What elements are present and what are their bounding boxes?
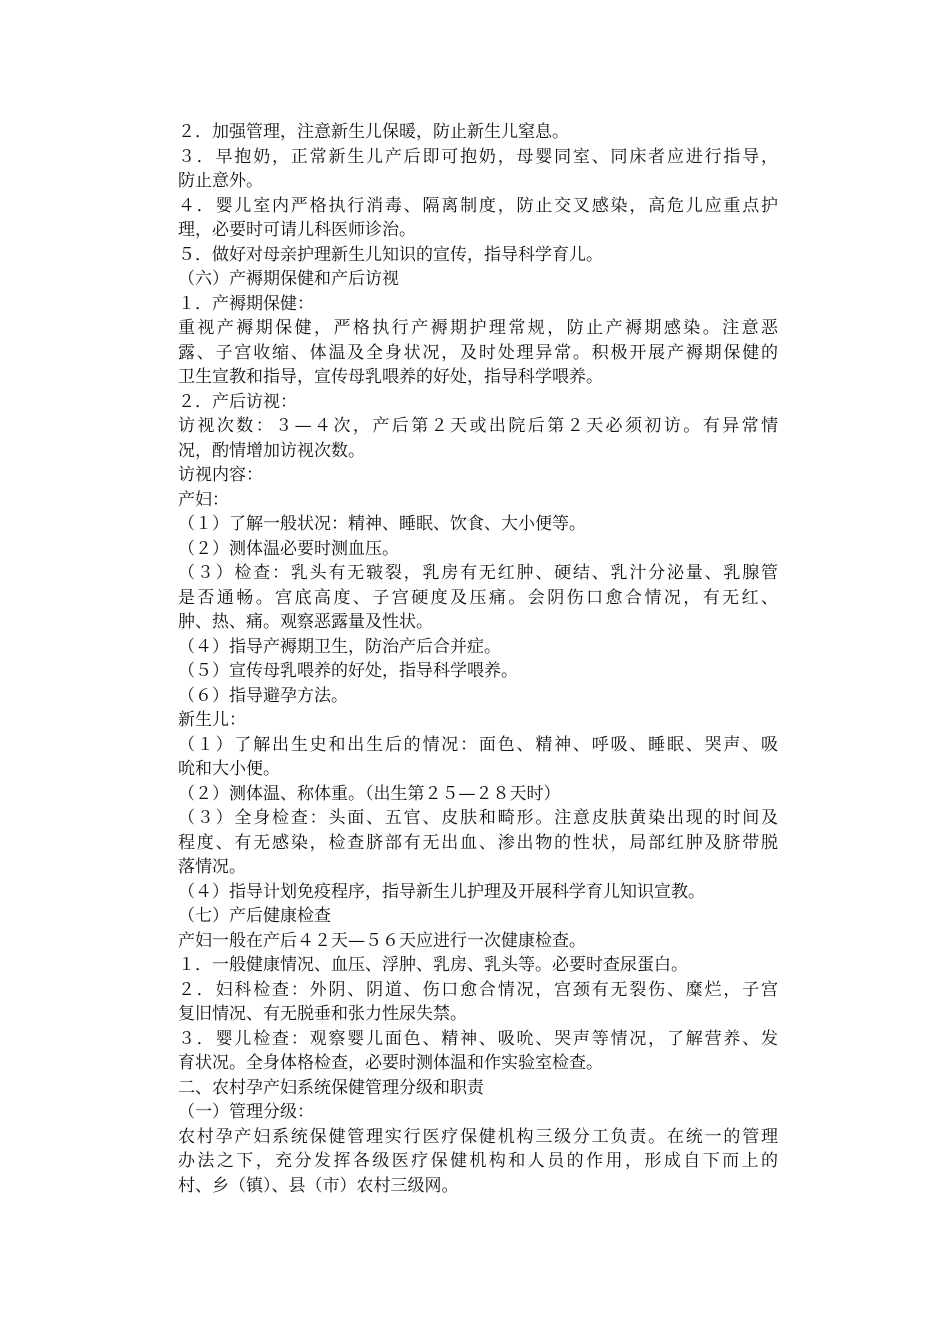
text-line: 新生儿： [178,710,246,730]
text-line: ３．婴儿检查：观察婴儿面色、精神、吸吮、哭声等情况，了解营养、发 [178,1028,778,1049]
document-body [178,120,778,1198]
text-line: 村、乡（镇）、县（市）农村三级网。 [178,1175,459,1196]
text-line: （５）宣传母乳喂养的好处，指导科学喂养。 [178,661,518,681]
text-line: 是否通畅。宫底高度、子宫硬度及压痛。会阴伤口愈合情况，有无红、 [178,587,778,608]
text-line: 理，必要时可请儿科医师诊治。 [178,220,416,240]
text-line: 重视产褥期保健，严格执行产褥期护理常规，防止产褥期感染。注意恶 [178,318,778,338]
text-line: 吮和大小便。 [178,759,280,779]
text-line: 卫生宣教和指导，宣传母乳喂养的好处，指导科学喂养。 [178,367,603,387]
text-line: （４）指导产褥期卫生，防治产后合并症。 [178,636,501,657]
text-line: ２．妇科检查：外阴、阴道、伤口愈合情况，宫颈有无裂伤、糜烂，子宫 [178,979,778,1000]
text-line: 程度、有无感染，检查脐部有无出血、渗出物的性状，局部红肿及脐带脱 [178,832,778,853]
text-line: （１）了解出生史和出生后的情况：面色、精神、呼吸、睡眠、哭声、吸 [178,734,778,755]
text-line: ３．早抱奶，正常新生儿产后即可抱奶，母婴同室、同床者应进行指导， [178,146,778,167]
text-line: １．产褥期保健： [178,293,314,314]
text-line: 况，酌情增加访视次数。 [178,440,365,461]
text-line: １．一般健康情况、血压、浮肿、乳房、乳头等。必要时查尿蛋白。 [178,955,688,975]
text-line: （２）测体温、称体重。（出生第２５—２８天时） [178,783,561,804]
text-line: ２．加强管理，注意新生儿保暖，防止新生儿窒息。 [178,122,569,142]
text-line: （１）了解一般状况：精神、睡眠、饮食、大小便等。 [178,514,586,534]
text-line: 防止意外。 [178,171,263,191]
text-line: 产妇一般在产后４２天—５６天应进行一次健康检查。 [178,930,586,951]
text-line: （３）全身检查：头面、五官、皮肤和畸形。注意皮肤黄染出现的时间及 [178,808,778,828]
text-line: 办法之下，充分发挥各级医疗保健机构和人员的作用，形成自下而上的 [178,1151,778,1171]
section-heading: （一）管理分级： [178,1102,314,1122]
text-line: （２）测体温必要时测血压。 [178,538,399,559]
text-line: 访视次数：３—４次，产后第２天或出院后第２天必须初访。有异常情 [178,416,778,436]
section-heading: （六）产褥期保健和产后访视 [178,269,399,289]
text-line: ５．做好对母亲护理新生儿知识的宣传，指导科学育儿。 [178,244,603,265]
text-line: 露、子宫收缩、体温及全身状况，及时处理异常。积极开展产褥期保健的 [178,342,778,363]
text-line: 肿、热、痛。观察恶露量及性状。 [178,612,433,632]
text-line: （６）指导避孕方法。 [178,685,348,706]
text-line: 育状况。全身体格检查，必要时测体温和作实验室检查。 [178,1053,603,1073]
section-heading: （七）产后健康检查 [178,906,331,926]
text-line: （４）指导计划免疫程序，指导新生儿护理及开展科学育儿知识宣教。 [178,881,705,902]
text-line: ２．产后访视： [178,391,297,412]
text-line: 访视内容： [178,465,263,485]
section-heading: 二、农村孕产妇系统保健管理分级和职责 [178,1077,484,1098]
text-line: ４．婴儿室内严格执行消毒、隔离制度，防止交叉感染，高危儿应重点护 [178,195,778,216]
text-line: （３）检查：乳头有无皲裂，乳房有无红肿、硬结、乳汁分泌量、乳腺管 [178,563,778,583]
text-line: 农村孕产妇系统保健管理实行医疗保健机构三级分工负责。在统一的管理 [178,1126,778,1147]
text-line: 复旧情况、有无脱垂和张力性尿失禁。 [178,1004,467,1024]
text-line: 产妇： [178,489,229,510]
text-line: 落情况。 [178,857,246,877]
